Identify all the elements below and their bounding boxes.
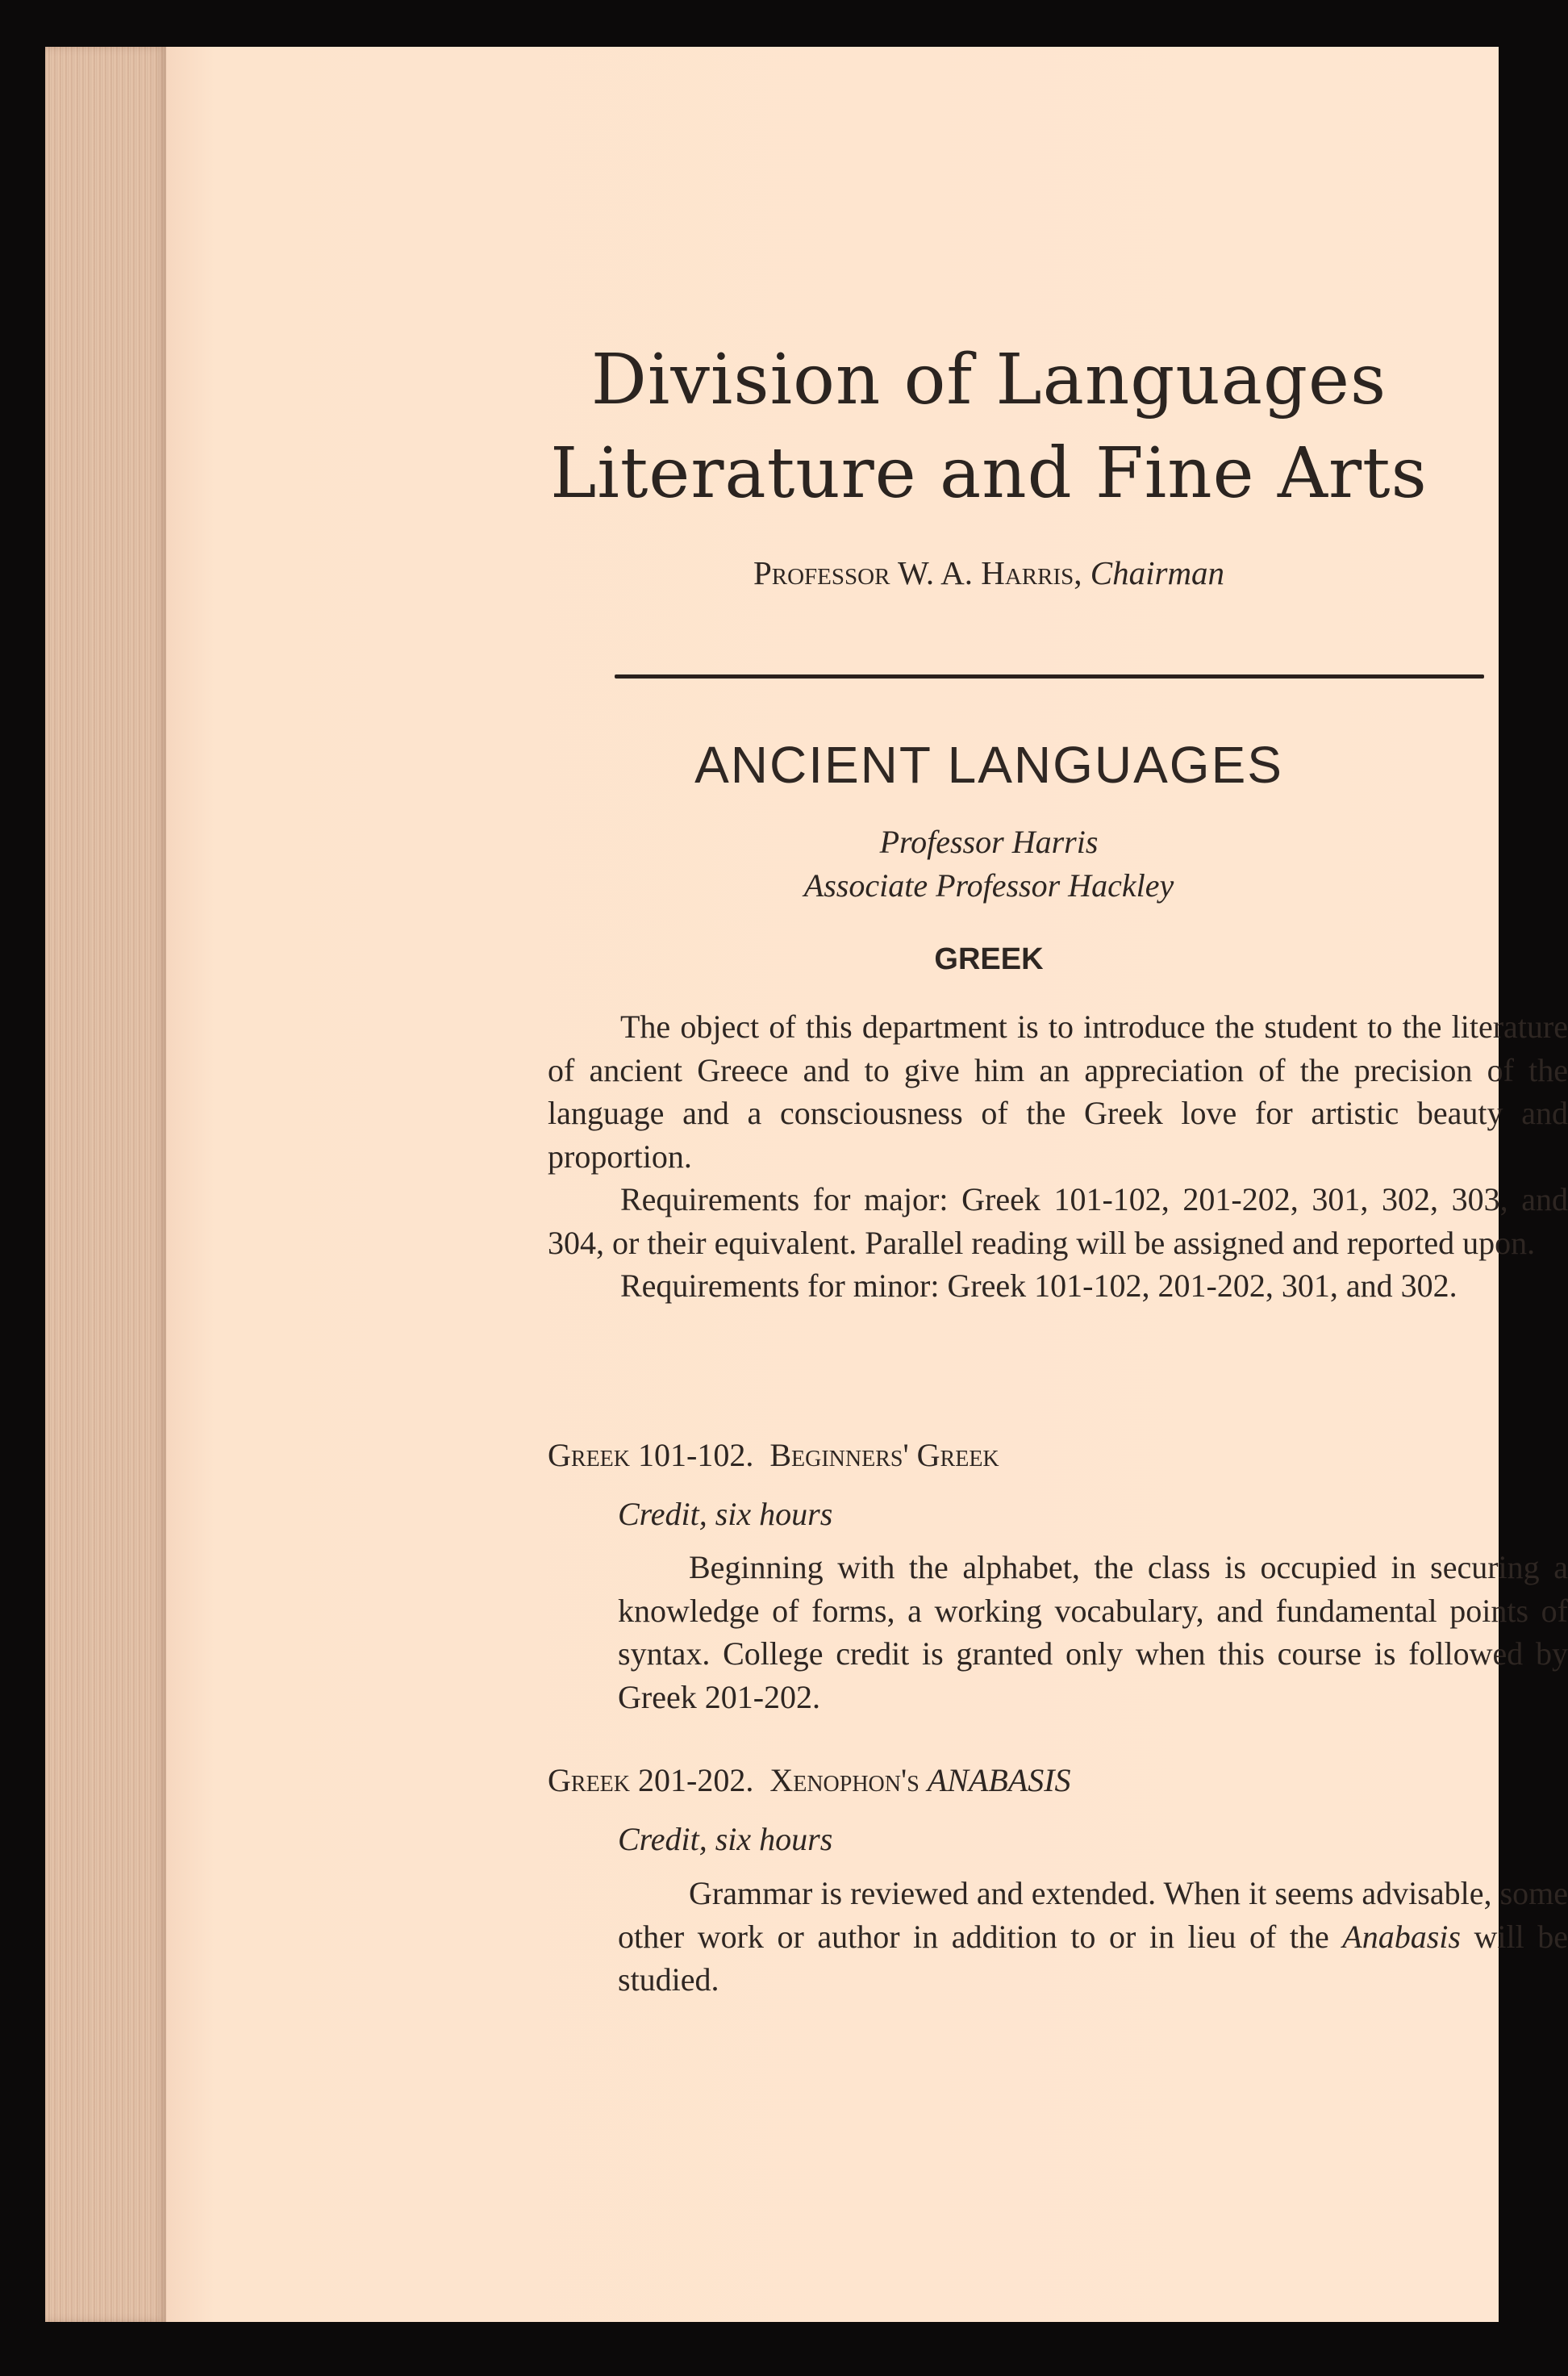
course-title-201 xyxy=(548,1761,1071,1799)
course-number: 101-102. xyxy=(638,1437,754,1473)
description-part: Grammar is reviewed and extended. When it seems advisable, some other work or author in addition to or in lieu of the xyxy=(618,1875,1568,1955)
greek-major-requirements: Requirements for major: Greek 101-102, 201-202, 301, 302, 303, and 304, or their equivalent. Parallel reading will be assigned and reported upon. xyxy=(548,1181,1568,1261)
course-name-italic: ANABASIS xyxy=(927,1762,1071,1798)
chair-title: Professor xyxy=(753,554,890,591)
course-name: Beginners' Greek xyxy=(769,1437,999,1473)
course-title-101 xyxy=(548,1436,999,1474)
course-name: Xenophon's xyxy=(769,1762,920,1798)
faculty-line-1: Professor Harris xyxy=(879,824,1099,860)
course-dept: Greek xyxy=(548,1762,630,1798)
description-part: will be studied. xyxy=(618,1918,1568,1998)
course-credit-201: Credit, six hours xyxy=(618,1821,833,1857)
course-description-201 xyxy=(618,1872,1568,2002)
greek-intro: The object of this department is to introduce the student to the literature of ancient Greece and to give him an appreciation of the precision of the language and a consciousness of the Greek love for artistic beauty and proportion. xyxy=(548,1008,1568,1175)
division-title-line2: Literature and Fine Arts xyxy=(550,433,1428,514)
section-heading: ANCIENT LANGUAGES xyxy=(694,736,1283,794)
greek-description xyxy=(548,1005,1568,1308)
chair-role: Chairman xyxy=(1090,554,1225,591)
greek-heading: GREEK xyxy=(934,942,1044,976)
course-number: 201-202. xyxy=(638,1762,754,1798)
faculty-line-2: Associate Professor Hackley xyxy=(803,867,1174,904)
course-description-101 xyxy=(618,1546,1568,1718)
course-credit-101: Credit, six hours xyxy=(618,1496,833,1532)
division-title-line1: Division of Languages xyxy=(590,340,1387,420)
greek-minor-requirements: Requirements for minor: Greek 101-102, 201-202, 301, and 302. xyxy=(620,1267,1457,1304)
chair-surname: Harris, xyxy=(981,554,1082,591)
course-description-text: Beginning with the alphabet, the class is occupied in securing a knowledge of forms, a working vocabulary, and fundamental points of syntax. College credit is granted only when this course is followed by Greek 201-202. xyxy=(618,1549,1568,1715)
description-italic: Anabasis xyxy=(1342,1918,1461,1955)
chair-initials: W. A. xyxy=(897,554,973,591)
page xyxy=(166,47,1568,2322)
book xyxy=(45,47,1568,2322)
course-description-text xyxy=(618,1872,1568,2002)
course-dept: Greek xyxy=(548,1437,630,1473)
divider-rule xyxy=(615,674,1484,679)
chairman-line xyxy=(428,553,1549,592)
page-edges xyxy=(45,47,166,2322)
division-title xyxy=(428,333,1549,520)
